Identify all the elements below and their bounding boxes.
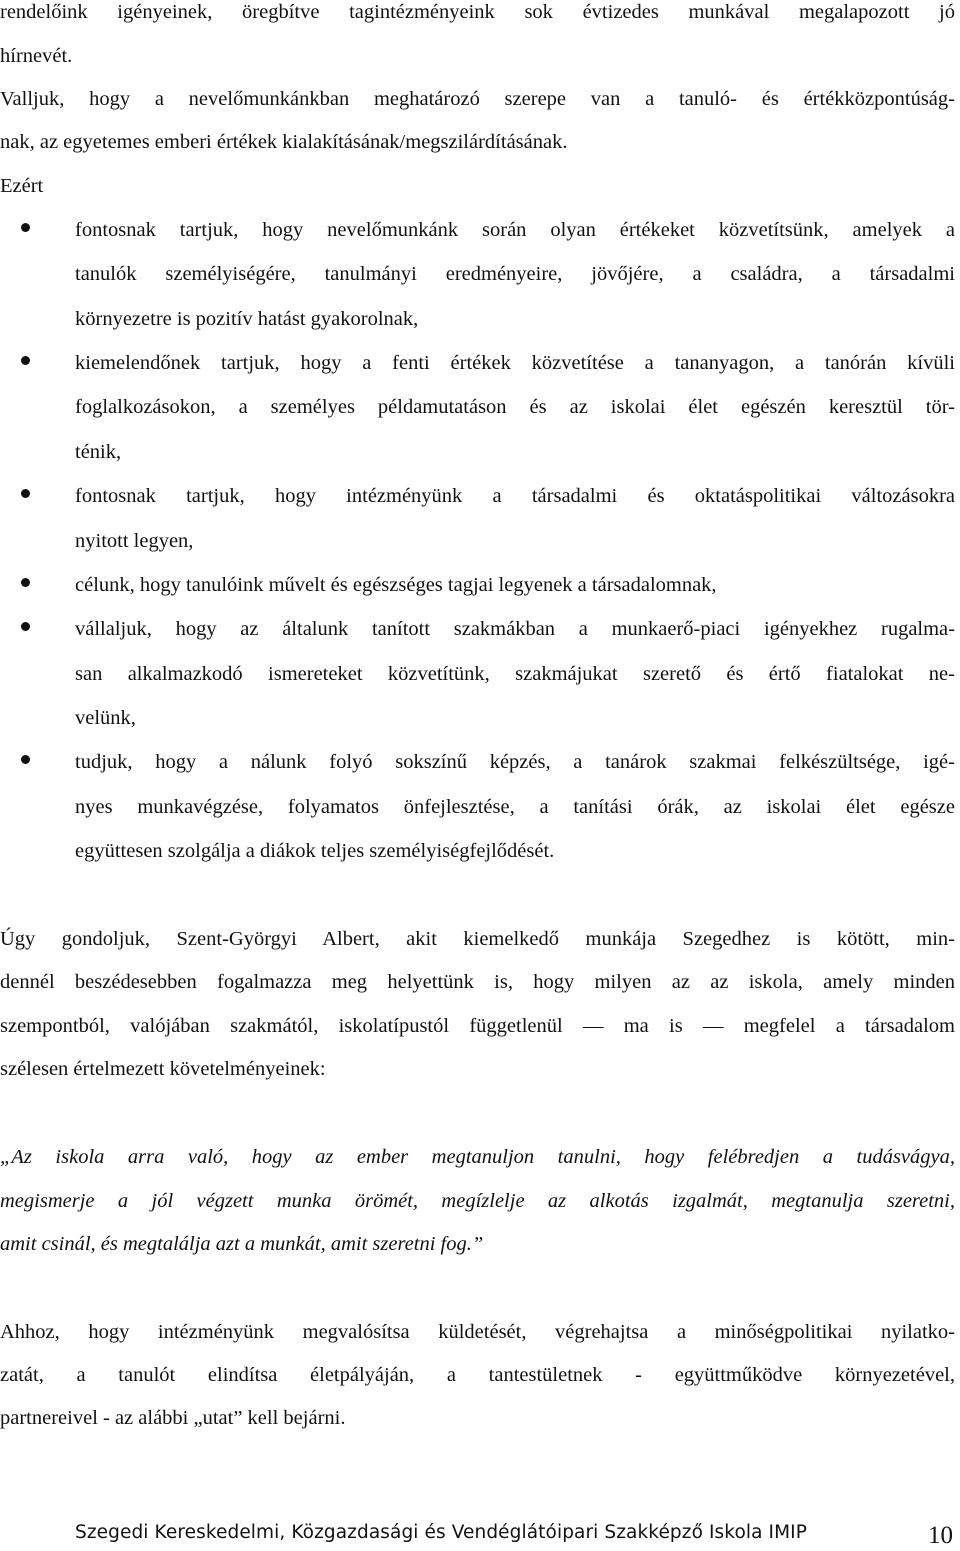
list-item-line: fontosnak tartjuk, hogy intézményünk a társadalmi és oktatáspolitikai változásokra xyxy=(75,485,955,507)
paragraph-line: szélesen értelmezett követelményeinek: xyxy=(0,1058,326,1080)
list-item-line: ténik, xyxy=(75,441,122,463)
list-item-line: vállaljuk, hogy az általunk tanított szakmákban a munkaerő-piaci igényekhez rugalma- xyxy=(75,618,955,640)
quote-line: megismerje a jól végzett munka örömét, megízlelje az alkotás izgalmát, megtanulja szeretni, xyxy=(0,1190,955,1212)
bullet-icon xyxy=(21,223,30,232)
intro-line: hírnevét. xyxy=(0,45,73,67)
list-item-line: környezetre is pozitív hatást gyakorolnak, xyxy=(75,308,419,330)
paragraph-line: Ahhoz, hogy intézményünk megvalósítsa küldetését, végrehajtsa a minőségpolitikai nyilatko- xyxy=(0,1321,955,1343)
list-item-line: célunk, hogy tanulóink művelt és egészséges tagjai legyenek a társadalomnak, xyxy=(75,574,717,596)
bullet-icon xyxy=(21,489,30,498)
bullet-icon xyxy=(21,578,30,587)
intro-line: Valljuk, hogy a nevelőmunkánkban meghatározó szerepe van a tanuló- és értékközpontúság- xyxy=(0,88,955,110)
list-item-line: nyitott legyen, xyxy=(75,530,194,552)
intro-line: Ezért xyxy=(0,175,44,197)
list-item-line: san alkalmazkodó ismereteket közvetítünk, szakmájukat szerető és értő fiatalokat ne- xyxy=(75,663,955,685)
paragraph-line: Úgy gondoljuk, Szent-Györgyi Albert, akit kiemelkedő munkája Szegedhez is kötött, min- xyxy=(0,928,955,950)
page-number: 10 xyxy=(928,1522,953,1549)
quote-line: amit csinál, és megtalálja azt a munkát, amit szeretni fog.” xyxy=(0,1233,484,1255)
paragraph-line: dennél beszédesebben fogalmazza meg helyettünk is, hogy milyen az az iskola, amely minden xyxy=(0,971,955,993)
list-item-line: tanulók személyiségére, tanulmányi eredményeire, jövőjére, a családra, a társadalmi xyxy=(75,263,955,285)
quote-line: „Az iskola arra való, hogy az ember megtanuljon tanulni, hogy felébredjen a tudásvágya, xyxy=(0,1146,955,1168)
list-item-line: foglalkozásokon, a személyes példamutatáson és az iskolai élet egészén keresztül tör- xyxy=(75,396,955,418)
list-item-line: fontosnak tartjuk, hogy nevelőmunkánk során olyan értékeket közvetítsünk, amelyek a xyxy=(75,219,955,241)
paragraph-line: szempontból, valójában szakmától, iskolatípustól függetlenül — ma is — megfelel a társadalom xyxy=(0,1015,955,1037)
bullet-icon xyxy=(21,755,30,764)
intro-line: nak, az egyetemes emberi értékek kialakításának/megszilárdításának. xyxy=(0,131,568,153)
bullet-icon xyxy=(21,356,30,365)
footer-school-name: Szegedi Kereskedelmi, Közgazdasági és Vendéglátóipari Szakképző Iskola IMIP xyxy=(75,1522,807,1543)
list-item-line: együttesen szolgálja a diákok teljes személyiségfejlődését. xyxy=(75,840,555,862)
list-item-line: kiemelendőnek tartjuk, hogy a fenti értékek közvetítése a tananyagon, a tanórán kívüli xyxy=(75,352,955,374)
list-item-line: tudjuk, hogy a nálunk folyó sokszínű képzés, a tanárok szakmai felkészültsége, igé- xyxy=(75,751,955,773)
paragraph-line: partnereivel - az alábbi „utat” kell bejárni. xyxy=(0,1407,346,1429)
list-item-line: nyes munkavégzése, folyamatos önfejlesztése, a tanítási órák, az iskolai élet egésze xyxy=(75,796,955,818)
list-item-line: velünk, xyxy=(75,707,136,729)
paragraph-line: zatát, a tanulót elindítsa életpályáján, a tantestületnek - együttműködve környezetével, xyxy=(0,1364,955,1386)
bullet-icon xyxy=(21,622,30,631)
intro-line: rendelőink igényeinek, öregbítve tagintézményeink sok évtizedes munkával megalapozott jó xyxy=(0,1,955,23)
